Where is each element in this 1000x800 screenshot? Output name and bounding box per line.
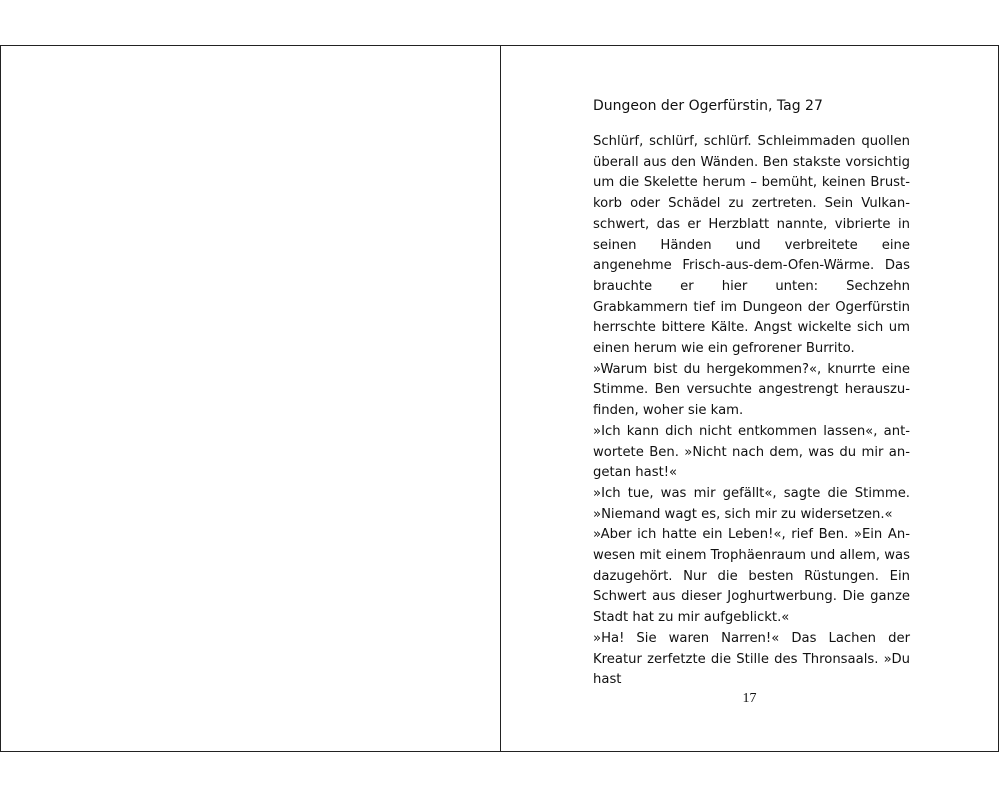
paragraph: »Ich tue, was mir gefällt«, sagte die Stimme. »Niemand wagt es, sich mir zu widersetzen.« — [593, 485, 910, 522]
paragraph: »Ha! Sie waren Narren!« Das Lachen der Kreatur zerfetzte die Stille des Thronsaals. »Du hast — [593, 630, 910, 688]
paragraph: Schlürf, schlürf, schlürf. Schleimmaden quollen überall aus den Wänden. Ben stakste vorsichtig um die Skelette herum – bemüht, keinen Brustkorb oder Schädel zu zertreten. Sein Vulkanschwert, das er Herzblatt nannte, vibrierte in seinen Händen und verbreitete eine angenehme Frisch-aus-dem-Ofen-Wärme. Das brauchte er hier unten: Sechzehn Grabkammern tief im Dungeon der Ogerfürstin herrschte bittere Kälte. Angst wickelte sich um einen herum wie ein gefrorener Burrito. — [593, 134, 910, 357]
book-spread — [0, 45, 999, 752]
paragraph: »Warum bist du hergekommen?«, knurrte eine Stimme. Ben versuchte angestrengt herauszufinden, woher sie kam. — [593, 361, 910, 419]
page-number: 17 — [742, 691, 757, 706]
paragraph: »Ich kann dich nicht entkommen lassen«, antwortete Ben. »Nicht nach dem, was du mir angetan hast!« — [593, 423, 910, 481]
left-page — [1, 46, 501, 751]
chapter-heading: Dungeon der Ogerfürstin, Tag 27 — [593, 98, 823, 114]
right-page — [501, 46, 998, 751]
paragraph: »Aber ich hatte ein Leben!«, rief Ben. »Ein Anwesen mit einem Trophäenraum und allem, was dazugehört. Nur die besten Rüstungen. Ein Schwert aus dieser Joghurtwerbung. Die ganze Stadt hat zu mir aufgeblickt.« — [593, 527, 910, 626]
page-text — [593, 96, 910, 691]
